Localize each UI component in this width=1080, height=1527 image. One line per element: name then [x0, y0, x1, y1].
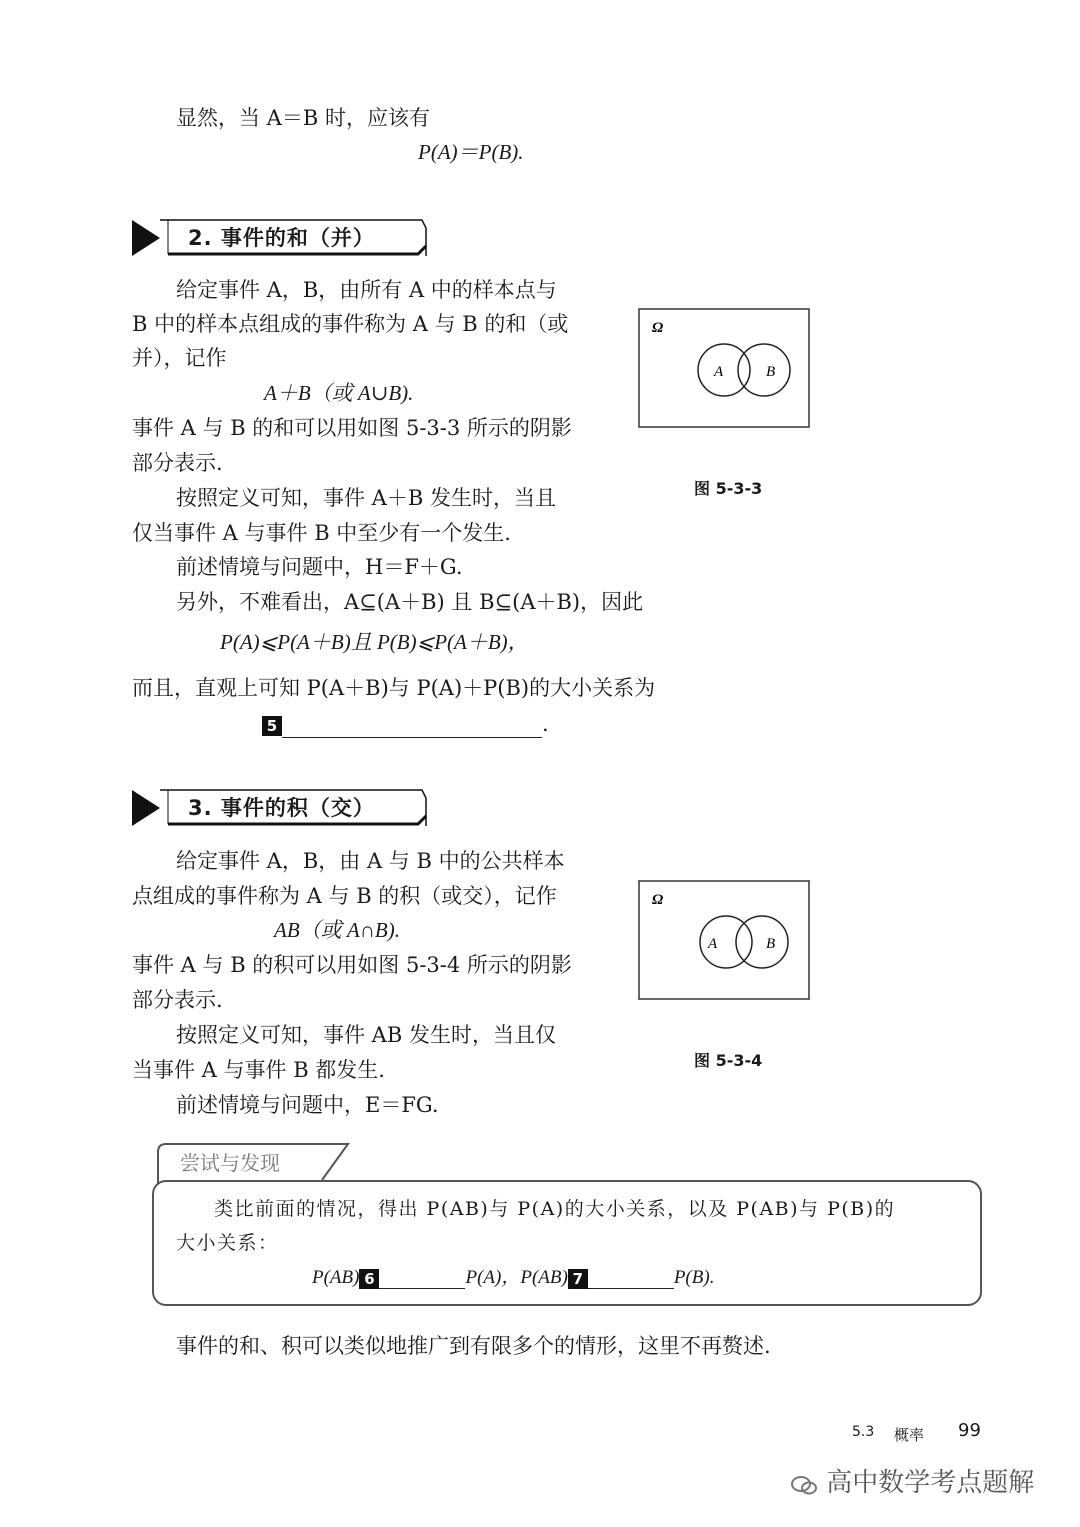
section2-line: 给定事件 A，B，由所有 A 中的样本点与 — [176, 278, 557, 302]
section2-formula: A＋B（或 A∪B). — [264, 381, 414, 405]
section2-line: 并），记作 — [132, 346, 227, 370]
blank-6: 6 — [359, 1269, 379, 1289]
set-b-label: B — [766, 364, 776, 380]
try-box-tab — [152, 1140, 352, 1184]
section2-heading-text: 2. 事件的和（并） — [188, 226, 375, 250]
footer-chapter: 概率 — [894, 1426, 925, 1444]
figure-caption: 图 5-3-3 — [694, 479, 763, 498]
answer-line — [282, 715, 542, 738]
try-box-title: 尝试与发现 — [180, 1151, 280, 1175]
blank-7: 7 — [568, 1269, 588, 1289]
section2-heading — [130, 216, 430, 260]
section2-line: 仅当事件 A 与事件 B 中至少有一个发生. — [132, 521, 511, 545]
section3-line: 前述情境与问题中，E＝FG. — [176, 1093, 439, 1117]
section3-line: 点组成的事件称为 A 与 B 的积（或交），记作 — [132, 884, 557, 908]
answer-line — [588, 1266, 674, 1289]
set-b-label: B — [766, 936, 776, 952]
set-a-label: A — [714, 364, 724, 380]
expr-right: P(B). — [673, 1267, 715, 1288]
intro-line: 显然，当 A＝B 时，应该有 — [176, 106, 430, 130]
page-number: 99 — [958, 1420, 981, 1441]
omega-label: Ω — [652, 892, 664, 908]
blank-5 — [262, 710, 549, 738]
section3-line: 部分表示. — [132, 988, 223, 1012]
set-a-label: A — [708, 936, 718, 952]
section3-heading-text: 3. 事件的积（交） — [188, 796, 375, 820]
closing-text: 事件的和、积可以类似地推广到有限多个的情形，这里不再赘述. — [176, 1334, 771, 1358]
section3-line: 按照定义可知，事件 AB 发生时，当且仅 — [176, 1023, 556, 1047]
answer-line — [379, 1266, 465, 1289]
section2-line: 另外，不难看出，A⊆(A＋B) 且 B⊆(A＋B)，因此 — [176, 590, 644, 614]
section2-line: 而且，直观上可知 P(A＋B)与 P(A)＋P(B)的大小关系为 — [132, 676, 656, 700]
venn-intersection-figure — [638, 880, 812, 1002]
section2-line: 按照定义可知，事件 A＋B 发生时，当且 — [176, 486, 556, 510]
expr-left: P(AB) — [312, 1267, 360, 1288]
section2-line: 前述情境与问题中，H＝F＋G. — [176, 555, 463, 579]
blank-number: 5 — [262, 716, 282, 736]
try-box-expression — [312, 1262, 714, 1289]
try-box-line: 类比前面的情况，得出 P(AB)与 P(A)的大小关系，以及 P(AB)与 P(B)的 — [214, 1198, 896, 1220]
watermark — [790, 1462, 1034, 1499]
section2-line: 事件 A 与 B 的和可以用如图 5-3-3 所示的阴影 — [132, 416, 572, 440]
section3-heading — [130, 786, 430, 830]
section3-line: 给定事件 A，B，由 A 与 B 中的公共样本 — [176, 849, 565, 873]
omega-label: Ω — [652, 320, 664, 336]
try-box-line: 大小关系： — [176, 1232, 279, 1254]
blank-end: . — [542, 712, 549, 736]
section3-formula: AB（或 A∩B). — [274, 918, 400, 942]
section2-line: B 中的样本点组成的事件称为 A 与 B 的和（或 — [132, 312, 569, 336]
footer-section: 5.3 — [852, 1424, 875, 1440]
expr-mid: P(A)，P(AB) — [465, 1267, 568, 1288]
intro-formula: P(A)＝P(B). — [418, 140, 524, 164]
watermark-text: 高中数学考点题解 — [826, 1468, 1035, 1498]
section3-line: 当事件 A 与事件 B 都发生. — [132, 1058, 385, 1082]
section3-line: 事件 A 与 B 的积可以用如图 5-3-4 所示的阴影 — [132, 953, 572, 977]
section2-formula: P(A)⩽P(A＋B)且 P(B)⩽P(A＋B)， — [220, 630, 529, 654]
wechat-icon — [790, 1473, 818, 1495]
section2-line: 部分表示. — [132, 451, 223, 475]
figure-caption: 图 5-3-4 — [694, 1051, 763, 1070]
venn-union-figure — [638, 308, 812, 430]
